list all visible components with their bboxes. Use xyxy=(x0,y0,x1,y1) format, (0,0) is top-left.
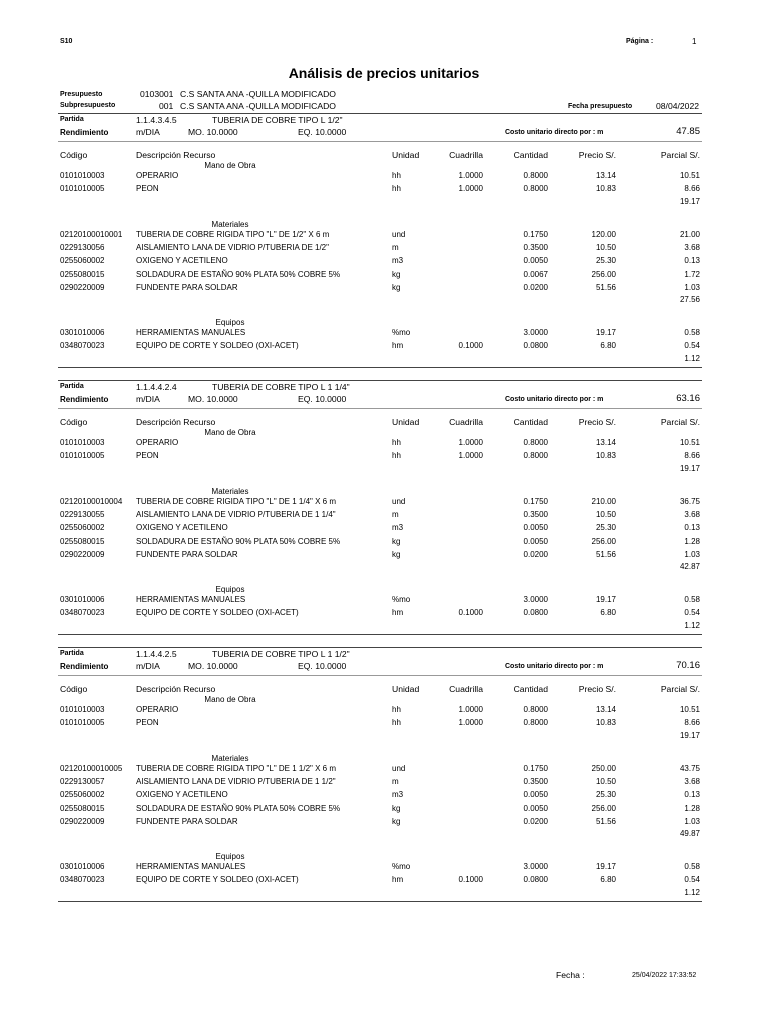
group-subtotal: 19.17 xyxy=(679,730,700,740)
group-subtotal: 19.17 xyxy=(679,463,700,473)
group-heading: Materiales xyxy=(211,486,249,496)
group-subtotal: 42.87 xyxy=(679,562,700,572)
row-cantidad: 0.3500 xyxy=(523,509,548,519)
row-description: FUNDENTE PARA SOLDAR xyxy=(136,816,238,826)
row-code: 0101010003 xyxy=(60,171,105,180)
presupuesto-label: Presupuesto xyxy=(60,91,103,98)
group-subtotal: 19.17 xyxy=(679,196,700,206)
row-cantidad: 0.0800 xyxy=(523,875,548,885)
col-cuadrilla: Cuadrilla xyxy=(449,684,483,694)
row-parcial: 3.68 xyxy=(684,509,700,519)
row-cantidad: 0.8000 xyxy=(523,451,548,461)
row-code: 0301010006 xyxy=(60,595,105,605)
group-subtotal: 1.12 xyxy=(684,620,700,630)
row-parcial: 0.54 xyxy=(684,608,700,618)
partida-label: Partida xyxy=(60,116,84,123)
row-parcial: 0.58 xyxy=(684,595,700,605)
row-precio: 6.80 xyxy=(600,875,616,885)
row-parcial: 1.72 xyxy=(684,269,700,279)
row-code: 0229130055 xyxy=(60,509,105,519)
row-code: 0255060002 xyxy=(60,790,105,800)
row-cantidad: 0.3500 xyxy=(523,776,548,786)
row-description: OPERARIO xyxy=(136,171,179,180)
row-cantidad: 0.0800 xyxy=(523,608,548,618)
row-cuadrilla: 1.0000 xyxy=(458,184,483,194)
row-code: 0255080015 xyxy=(60,803,105,813)
row-cuadrilla: 0.1000 xyxy=(458,608,483,618)
row-unit: %mo xyxy=(392,328,411,338)
row-code: 0255080015 xyxy=(60,269,105,279)
col-precio: Precio S/. xyxy=(578,417,616,427)
row-precio: 51.56 xyxy=(595,282,616,292)
row-description: TUBERIA DE COBRE RIGIDA TIPO "L" DE 1 1/2" X 6 m xyxy=(136,763,336,773)
row-unit: und xyxy=(392,229,406,239)
row-unit: und xyxy=(392,763,406,773)
row-parcial: 3.68 xyxy=(684,242,700,252)
row-cantidad: 0.8000 xyxy=(523,171,548,180)
partida-separator xyxy=(58,113,702,114)
col-codigo: Código xyxy=(60,417,88,427)
rendimiento-eq: EQ. 10.0000 xyxy=(298,661,347,671)
row-unit: kg xyxy=(392,269,401,279)
row-description: TUBERIA DE COBRE RIGIDA TIPO "L" DE 1/2" X 6 m xyxy=(136,229,330,239)
row-parcial: 1.03 xyxy=(684,816,700,826)
row-cantidad: 0.0050 xyxy=(523,536,548,546)
row-description: EQUIPO DE CORTE Y SOLDEO (OXI-ACET) xyxy=(136,341,299,351)
row-description: EQUIPO DE CORTE Y SOLDEO (OXI-ACET) xyxy=(136,608,299,618)
row-cantidad: 0.8000 xyxy=(523,718,548,728)
row-cantidad: 0.0200 xyxy=(523,549,548,559)
partida-name: TUBERIA DE COBRE TIPO L 1 1/2" xyxy=(212,649,350,659)
row-cantidad: 0.0050 xyxy=(523,803,548,813)
partida-end-separator xyxy=(58,367,702,368)
row-parcial: 3.68 xyxy=(684,776,700,786)
header-separator xyxy=(58,141,702,142)
row-parcial: 0.54 xyxy=(684,341,700,351)
row-unit: kg xyxy=(392,803,401,813)
row-cantidad: 0.0800 xyxy=(523,341,548,351)
partida-end-separator xyxy=(58,634,702,635)
row-cantidad: 0.3500 xyxy=(523,242,548,252)
row-precio: 19.17 xyxy=(595,595,616,605)
row-code: 0229130057 xyxy=(60,776,105,786)
presupuesto-code: 0103001 xyxy=(140,89,174,99)
row-parcial: 0.13 xyxy=(684,256,700,266)
partida-code: 1.1.4.3.4.5 xyxy=(136,115,177,125)
partida-code: 1.1.4.4.2.4 xyxy=(136,382,177,392)
row-description: SOLDADURA DE ESTAÑO 90% PLATA 50% COBRE 5% xyxy=(136,803,341,813)
system-label: S10 xyxy=(60,38,73,45)
row-cantidad: 0.0050 xyxy=(523,523,548,533)
row-parcial: 0.58 xyxy=(684,862,700,872)
col-parcial: Parcial S/. xyxy=(660,417,700,427)
row-description: FUNDENTE PARA SOLDAR xyxy=(136,549,238,559)
fecha-presupuesto-value: 08/04/2022 xyxy=(656,101,700,111)
rendimiento-mo: MO. 10.0000 xyxy=(188,127,238,137)
row-precio: 250.00 xyxy=(591,763,616,773)
col-cantidad: Cantidad xyxy=(513,417,548,427)
row-unit: m xyxy=(392,776,399,786)
row-code: 0101010005 xyxy=(60,184,105,194)
row-precio: 120.00 xyxy=(591,229,616,239)
row-precio: 10.83 xyxy=(595,451,616,461)
col-descripcion: Descripción Recurso xyxy=(136,684,216,694)
row-code: 0101010003 xyxy=(60,438,105,447)
row-parcial: 21.00 xyxy=(679,229,700,239)
row-precio: 10.83 xyxy=(595,718,616,728)
footer-fecha-value: 25/04/2022 17:33:52 xyxy=(632,972,697,979)
partida-name: TUBERIA DE COBRE TIPO L 1/2" xyxy=(212,115,343,125)
rendimiento-unit: m/DIA xyxy=(136,127,160,137)
costo-unitario-value: 70.16 xyxy=(676,660,700,671)
row-description: AISLAMIENTO LANA DE VIDRIO P/TUBERIA DE 1/2" xyxy=(136,242,329,252)
col-unidad: Unidad xyxy=(392,684,420,694)
row-code: 0101010003 xyxy=(60,705,105,714)
rendimiento-label: Rendimiento xyxy=(60,662,109,671)
row-unit: %mo xyxy=(392,862,411,872)
row-cantidad: 0.8000 xyxy=(523,438,548,447)
row-description: OPERARIO xyxy=(136,705,179,714)
col-cantidad: Cantidad xyxy=(513,684,548,694)
row-parcial: 10.51 xyxy=(679,438,700,447)
row-cuadrilla: 1.0000 xyxy=(458,705,483,714)
row-precio: 25.30 xyxy=(595,790,616,800)
row-code: 0290220009 xyxy=(60,816,105,826)
row-unit: kg xyxy=(392,282,401,292)
row-code: 0290220009 xyxy=(60,549,105,559)
col-cuadrilla: Cuadrilla xyxy=(449,150,483,160)
row-precio: 210.00 xyxy=(591,496,616,506)
row-unit: m xyxy=(392,242,399,252)
col-precio: Precio S/. xyxy=(578,684,616,694)
row-parcial: 1.03 xyxy=(684,282,700,292)
group-subtotal: 49.87 xyxy=(679,829,700,839)
row-cuadrilla: 1.0000 xyxy=(458,451,483,461)
row-cantidad: 0.1750 xyxy=(523,763,548,773)
row-cantidad: 3.0000 xyxy=(523,328,548,338)
group-subtotal: 1.12 xyxy=(684,887,700,897)
group-heading: Materiales xyxy=(211,219,249,229)
row-description: OXIGENO Y ACETILENO xyxy=(136,256,228,266)
row-code: 0101010005 xyxy=(60,451,105,461)
row-unit: hh xyxy=(392,705,401,714)
rendimiento-unit: m/DIA xyxy=(136,661,160,671)
partida-name: TUBERIA DE COBRE TIPO L 1 1/4" xyxy=(212,382,350,392)
row-description: PEON xyxy=(136,184,159,194)
group-heading: Materiales xyxy=(211,753,249,763)
row-description: OXIGENO Y ACETILENO xyxy=(136,523,228,533)
costo-unitario-label: Costo unitario directo por : m xyxy=(505,396,604,403)
col-cantidad: Cantidad xyxy=(513,150,548,160)
row-code: 0348070023 xyxy=(60,341,105,351)
row-unit: kg xyxy=(392,549,401,559)
row-parcial: 8.66 xyxy=(684,718,700,728)
partida-code: 1.1.4.4.2.5 xyxy=(136,649,177,659)
row-precio: 13.14 xyxy=(595,438,616,447)
subpresupuesto-name: C.S SANTA ANA -QUILLA MODIFICADO xyxy=(180,101,336,111)
row-precio: 6.80 xyxy=(600,608,616,618)
row-parcial: 1.03 xyxy=(684,549,700,559)
row-unit: hh xyxy=(392,438,401,447)
row-description: TUBERIA DE COBRE RIGIDA TIPO "L" DE 1 1/4" X 6 m xyxy=(136,496,336,506)
row-unit: m3 xyxy=(392,790,404,800)
col-codigo: Código xyxy=(60,150,88,160)
row-unit: hm xyxy=(392,608,404,618)
row-code: 0229130056 xyxy=(60,242,105,252)
row-cuadrilla: 0.1000 xyxy=(458,341,483,351)
presupuesto-name: C.S SANTA ANA -QUILLA MODIFICADO xyxy=(180,89,336,99)
rendimiento-unit: m/DIA xyxy=(136,394,160,404)
row-unit: m xyxy=(392,509,399,519)
row-cantidad: 0.0050 xyxy=(523,256,548,266)
fecha-presupuesto-label: Fecha presupuesto xyxy=(568,103,633,110)
col-codigo: Código xyxy=(60,684,88,694)
subpresupuesto-code: 001 xyxy=(159,101,174,111)
row-precio: 10.50 xyxy=(595,242,616,252)
partida-end-separator xyxy=(58,901,702,902)
partida-separator xyxy=(58,647,702,648)
footer-fecha-label: Fecha : xyxy=(556,970,585,980)
row-unit: hm xyxy=(392,875,404,885)
row-unit: hh xyxy=(392,451,401,461)
row-precio: 19.17 xyxy=(595,862,616,872)
col-cuadrilla: Cuadrilla xyxy=(449,417,483,427)
row-cuadrilla: 1.0000 xyxy=(458,171,483,180)
row-cantidad: 0.0067 xyxy=(523,269,548,279)
row-description: AISLAMIENTO LANA DE VIDRIO P/TUBERIA DE 1 1/2" xyxy=(136,776,336,786)
rendimiento-mo: MO. 10.0000 xyxy=(188,661,238,671)
costo-unitario-label: Costo unitario directo por : m xyxy=(505,129,604,136)
row-precio: 256.00 xyxy=(591,536,616,546)
row-unit: kg xyxy=(392,536,401,546)
col-parcial: Parcial S/. xyxy=(660,684,700,694)
row-cuadrilla: 1.0000 xyxy=(458,438,483,447)
row-code: 0290220009 xyxy=(60,282,105,292)
costo-unitario-value: 47.85 xyxy=(676,126,700,137)
row-cantidad: 0.0200 xyxy=(523,282,548,292)
page-label: Página : xyxy=(626,38,654,45)
group-subtotal: 27.56 xyxy=(679,295,700,305)
row-unit: und xyxy=(392,496,406,506)
row-parcial: 1.28 xyxy=(684,536,700,546)
row-parcial: 43.75 xyxy=(679,763,700,773)
row-precio: 25.30 xyxy=(595,256,616,266)
row-description: EQUIPO DE CORTE Y SOLDEO (OXI-ACET) xyxy=(136,875,299,885)
row-cantidad: 0.1750 xyxy=(523,496,548,506)
rendimiento-label: Rendimiento xyxy=(60,395,109,404)
row-code: 0301010006 xyxy=(60,328,105,338)
row-code: 0348070023 xyxy=(60,875,105,885)
row-code: 0348070023 xyxy=(60,608,105,618)
partida-label: Partida xyxy=(60,383,84,390)
partida-label: Partida xyxy=(60,650,84,657)
header-separator xyxy=(58,675,702,676)
row-cantidad: 0.8000 xyxy=(523,184,548,194)
group-heading: Mano de Obra xyxy=(204,428,256,437)
row-parcial: 8.66 xyxy=(684,184,700,194)
row-description: OPERARIO xyxy=(136,438,179,447)
row-unit: m3 xyxy=(392,256,404,266)
rendimiento-eq: EQ. 10.0000 xyxy=(298,394,347,404)
row-description: SOLDADURA DE ESTAÑO 90% PLATA 50% COBRE 5% xyxy=(136,269,341,279)
row-unit: kg xyxy=(392,816,401,826)
row-code: 02120100010001 xyxy=(60,229,123,239)
row-description: PEON xyxy=(136,718,159,728)
col-descripcion: Descripción Recurso xyxy=(136,417,216,427)
group-heading: Equipos xyxy=(215,852,245,862)
row-description: FUNDENTE PARA SOLDAR xyxy=(136,282,238,292)
row-code: 02120100010004 xyxy=(60,496,123,506)
col-parcial: Parcial S/. xyxy=(660,150,700,160)
group-heading: Equipos xyxy=(215,585,245,595)
row-parcial: 10.51 xyxy=(679,705,700,714)
row-precio: 256.00 xyxy=(591,803,616,813)
rendimiento-mo: MO. 10.0000 xyxy=(188,394,238,404)
group-heading: Equipos xyxy=(215,318,245,328)
row-precio: 25.30 xyxy=(595,523,616,533)
row-precio: 13.14 xyxy=(595,705,616,714)
costo-unitario-value: 63.16 xyxy=(676,393,700,404)
row-description: PEON xyxy=(136,451,159,461)
col-precio: Precio S/. xyxy=(578,150,616,160)
rendimiento-eq: EQ. 10.0000 xyxy=(298,127,347,137)
row-parcial: 1.28 xyxy=(684,803,700,813)
row-precio: 51.56 xyxy=(595,816,616,826)
costo-unitario-label: Costo unitario directo por : m xyxy=(505,663,604,670)
col-unidad: Unidad xyxy=(392,150,420,160)
row-description: HERRAMIENTAS MANUALES xyxy=(136,862,246,872)
row-cuadrilla: 1.0000 xyxy=(458,718,483,728)
row-precio: 51.56 xyxy=(595,549,616,559)
row-precio: 6.80 xyxy=(600,341,616,351)
row-unit: m3 xyxy=(392,523,404,533)
row-description: SOLDADURA DE ESTAÑO 90% PLATA 50% COBRE 5% xyxy=(136,536,341,546)
row-cantidad: 0.1750 xyxy=(523,229,548,239)
row-code: 0255060002 xyxy=(60,523,105,533)
col-descripcion: Descripción Recurso xyxy=(136,150,216,160)
row-unit: hm xyxy=(392,341,404,351)
row-parcial: 0.58 xyxy=(684,328,700,338)
rendimiento-label: Rendimiento xyxy=(60,128,109,137)
row-precio: 10.50 xyxy=(595,509,616,519)
row-description: HERRAMIENTAS MANUALES xyxy=(136,595,246,605)
page-title: Análisis de precios unitarios xyxy=(288,65,480,81)
row-cantidad: 3.0000 xyxy=(523,862,548,872)
subpresupuesto-label: Subpresupuesto xyxy=(60,102,116,109)
row-cantidad: 3.0000 xyxy=(523,595,548,605)
row-cantidad: 0.0200 xyxy=(523,816,548,826)
header-separator xyxy=(58,408,702,409)
row-unit: hh xyxy=(392,718,401,728)
row-code: 02120100010005 xyxy=(60,763,123,773)
row-precio: 13.14 xyxy=(595,171,616,180)
row-cuadrilla: 0.1000 xyxy=(458,875,483,885)
row-precio: 19.17 xyxy=(595,328,616,338)
row-code: 0255060002 xyxy=(60,256,105,266)
row-unit: hh xyxy=(392,171,401,180)
row-unit: %mo xyxy=(392,595,411,605)
group-heading: Mano de Obra xyxy=(204,161,256,170)
row-cantidad: 0.8000 xyxy=(523,705,548,714)
col-unidad: Unidad xyxy=(392,417,420,427)
row-parcial: 0.54 xyxy=(684,875,700,885)
group-subtotal: 1.12 xyxy=(684,353,700,363)
group-heading: Mano de Obra xyxy=(204,695,256,704)
row-precio: 10.50 xyxy=(595,776,616,786)
row-description: OXIGENO Y ACETILENO xyxy=(136,790,228,800)
row-parcial: 0.13 xyxy=(684,523,700,533)
row-parcial: 10.51 xyxy=(679,171,700,180)
partida-separator xyxy=(58,380,702,381)
row-precio: 10.83 xyxy=(595,184,616,194)
row-precio: 256.00 xyxy=(591,269,616,279)
row-code: 0101010005 xyxy=(60,718,105,728)
row-unit: hh xyxy=(392,184,401,194)
row-code: 0255080015 xyxy=(60,536,105,546)
row-code: 0301010006 xyxy=(60,862,105,872)
row-description: HERRAMIENTAS MANUALES xyxy=(136,328,246,338)
row-description: AISLAMIENTO LANA DE VIDRIO P/TUBERIA DE 1 1/4" xyxy=(136,509,336,519)
page-number: 1 xyxy=(692,37,697,46)
row-parcial: 8.66 xyxy=(684,451,700,461)
row-parcial: 0.13 xyxy=(684,790,700,800)
row-cantidad: 0.0050 xyxy=(523,790,548,800)
row-parcial: 36.75 xyxy=(679,496,700,506)
